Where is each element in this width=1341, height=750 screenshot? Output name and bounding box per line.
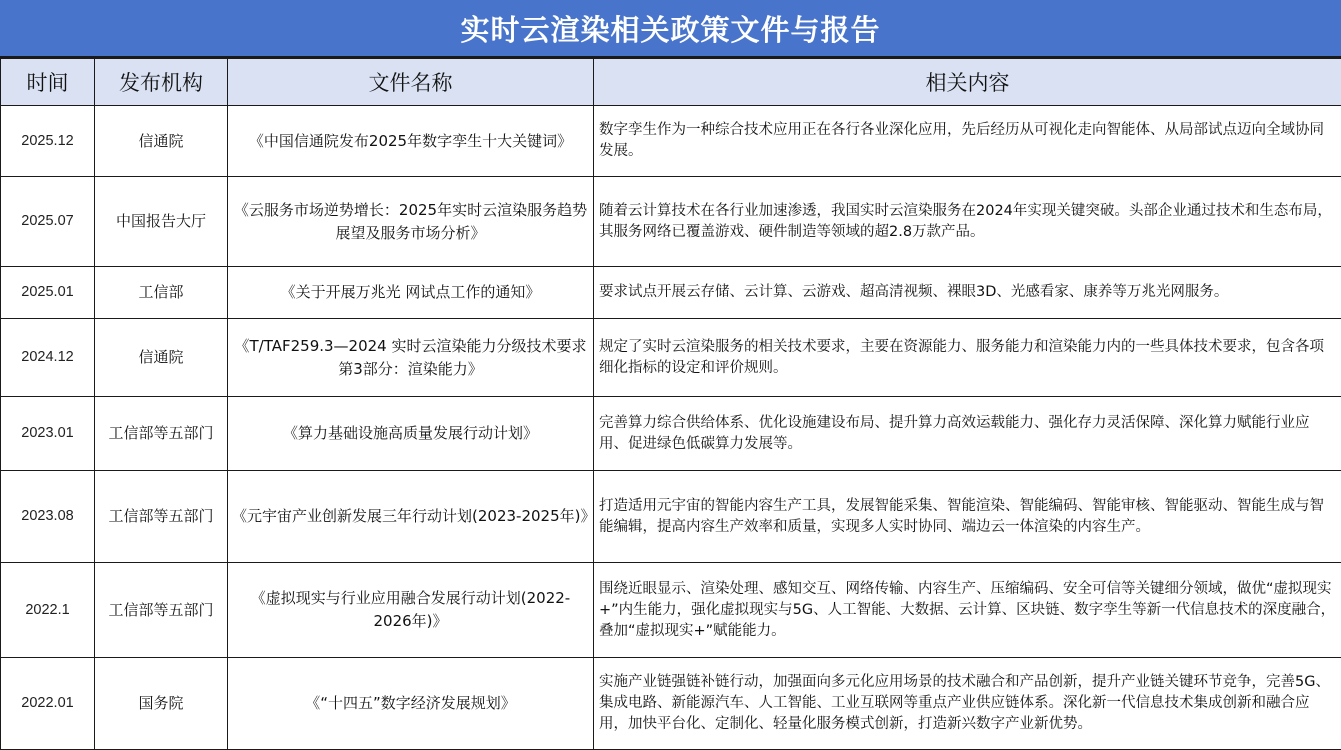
table-header-row bbox=[1, 59, 1341, 106]
cell-content: 数字孪生作为一种综合技术应用正在各行各业深化应用，先后经历从可视化走向智能体、从局部试点迈向全域协同发展。 bbox=[594, 106, 1341, 177]
table-row bbox=[1, 267, 1341, 319]
cell-org: 工信部等五部门 bbox=[95, 471, 228, 563]
column-header-name: 文件名称 bbox=[228, 59, 594, 106]
cell-name: 《云服务市场逆势增长：2025年实时云渲染服务趋势展望及服务市场分析》 bbox=[228, 177, 594, 267]
cell-content: 围绕近眼显示、渲染处理、感知交互、网络传输、内容生产、压缩编码、安全可信等关键细分领域，做优“虚拟现实+”内生能力，强化虚拟现实与5G、人工智能、大数据、云计算、区块链、数字孪生等新一代信息技术的深度融合，叠加“虚拟现实+”赋能能力。 bbox=[594, 563, 1341, 658]
cell-content: 规定了实时云渲染服务的相关技术要求，主要在资源能力、服务能力和渲染能力内的一些具体技术要求，包含各项细化指标的设定和评价规则。 bbox=[594, 319, 1341, 397]
table-row bbox=[1, 563, 1341, 658]
cell-content: 要求试点开展云存储、云计算、云游戏、超高清视频、裸眼3D、光感看家、康养等万兆光网服务。 bbox=[594, 267, 1341, 319]
cell-name: 《算力基础设施高质量发展行动计划》 bbox=[228, 397, 594, 471]
table-row bbox=[1, 177, 1341, 267]
cell-time: 2023.08 bbox=[1, 471, 95, 563]
column-header-time: 时间 bbox=[1, 59, 95, 106]
cell-org: 工信部等五部门 bbox=[95, 397, 228, 471]
cell-time: 2024.12 bbox=[1, 319, 95, 397]
table-row bbox=[1, 658, 1341, 750]
cell-org: 工信部 bbox=[95, 267, 228, 319]
cell-name: 《T/TAF259.3—2024 实时云渲染能力分级技术要求 第3部分：渲染能力》 bbox=[228, 319, 594, 397]
cell-content: 完善算力综合供给体系、优化设施建设布局、提升算力高效运载能力、强化存力灵活保障、深化算力赋能行业应用、促进绿色低碳算力发展等。 bbox=[594, 397, 1341, 471]
cell-name: 《关于开展万兆光 网试点工作的通知》 bbox=[228, 267, 594, 319]
cell-org: 信通院 bbox=[95, 319, 228, 397]
page-title: 实时云渲染相关政策文件与报告 bbox=[0, 0, 1341, 58]
table-row bbox=[1, 319, 1341, 397]
cell-content: 打造适用元宇宙的智能内容生产工具，发展智能采集、智能渲染、智能编码、智能审核、智能驱动、智能生成与智能编辑，提高内容生产效率和质量，实现多人实时协同、端边云一体渲染的内容生产。 bbox=[594, 471, 1341, 563]
column-header-org: 发布机构 bbox=[95, 59, 228, 106]
cell-time: 2022.01 bbox=[1, 658, 95, 750]
cell-name: 《中国信通院发布2025年数字孪生十大关键词》 bbox=[228, 106, 594, 177]
table-row bbox=[1, 397, 1341, 471]
cell-time: 2025.07 bbox=[1, 177, 95, 267]
cell-time: 2022.1 bbox=[1, 563, 95, 658]
cell-org: 中国报告大厅 bbox=[95, 177, 228, 267]
cell-org: 工信部等五部门 bbox=[95, 563, 228, 658]
cell-content: 随着云计算技术在各行业加速渗透，我国实时云渲染服务在2024年实现关键突破。头部企业通过技术和生态布局，其服务网络已覆盖游戏、硬件制造等领域的超2.8万款产品。 bbox=[594, 177, 1341, 267]
table-row bbox=[1, 106, 1341, 177]
cell-name: 《元宇宙产业创新发展三年行动计划(2023-2025年)》 bbox=[228, 471, 594, 563]
cell-time: 2025.12 bbox=[1, 106, 95, 177]
cell-name: 《“十四五”数字经济发展规划》 bbox=[228, 658, 594, 750]
policy-table bbox=[0, 58, 1341, 750]
cell-time: 2025.01 bbox=[1, 267, 95, 319]
cell-org: 国务院 bbox=[95, 658, 228, 750]
cell-content: 实施产业链强链补链行动，加强面向多元化应用场景的技术融合和产品创新，提升产业链关键环节竞争，完善5G、集成电路、新能源汽车、人工智能、工业互联网等重点产业供应链体系。深化新一代信息技术集成创新和融合应用，加快平台化、定制化、轻量化服务模式创新，打造新兴数字产业新优势。 bbox=[594, 658, 1341, 750]
cell-time: 2023.01 bbox=[1, 397, 95, 471]
cell-name: 《虚拟现实与行业应用融合发展行动计划(2022-2026年)》 bbox=[228, 563, 594, 658]
table-row bbox=[1, 471, 1341, 563]
cell-org: 信通院 bbox=[95, 106, 228, 177]
column-header-content: 相关内容 bbox=[594, 59, 1341, 106]
